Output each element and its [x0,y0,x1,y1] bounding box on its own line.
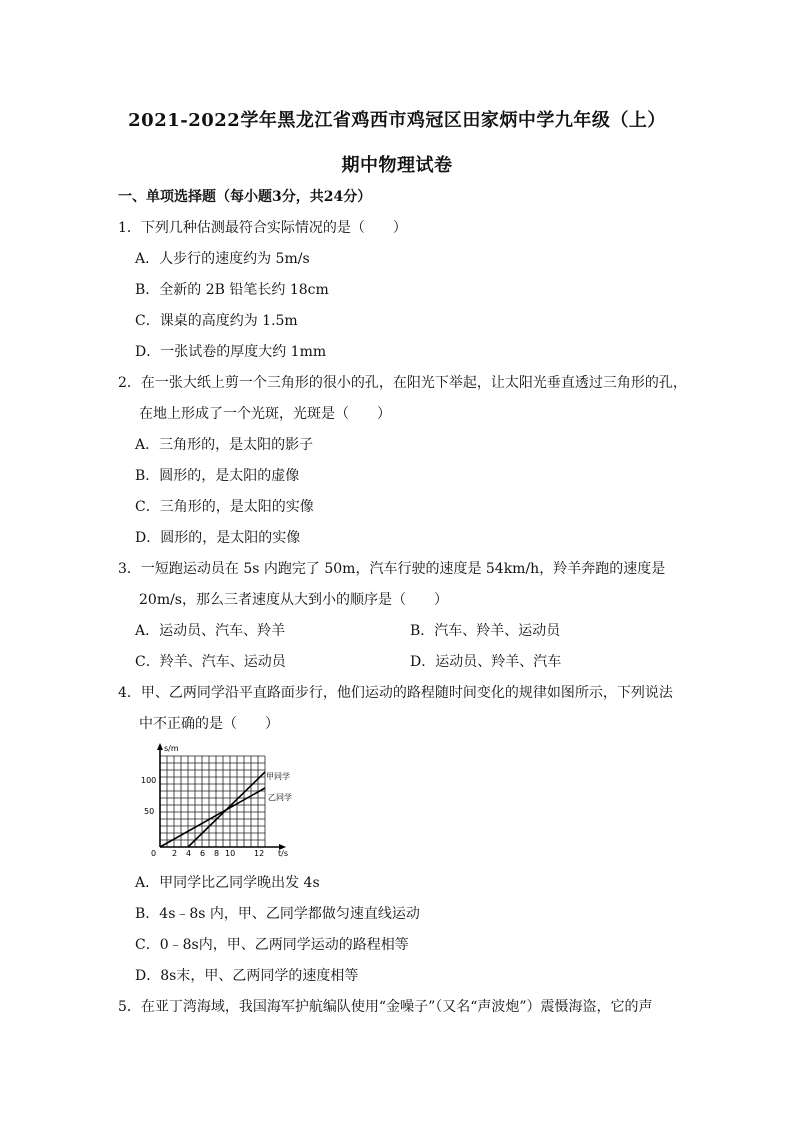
question-4-stem-line2: 中不正确的是（ ） [139,716,279,732]
question-4-option-b: B．4s﹣8s 内，甲、乙同学都做匀速直线运动 [135,906,420,922]
question-3-stem-line1: 3．一短跑运动员在 5s 内跑完了 50m，汽车行驶的速度是 54km/h，羚羊奔跑的速度是 [118,561,666,577]
question-1-option-d: D．一张试卷的厚度大约 1mm [135,344,327,360]
question-2-option-c: C．三角形的，是太阳的实像 [135,499,314,515]
question-2-stem-line2: 在地上形成了一个光斑，光斑是（ ） [139,406,391,422]
question-1-option-c: C．课桌的高度约为 1.5m [135,313,298,329]
question-2-stem-line1: 2．在一张大纸上剪一个三角形的很小的孔，在阳光下举起，让太阳光垂直透过三角形的孔， [118,375,687,391]
graph-y-tick-50: 50 [144,807,155,816]
graph-x-tick-4: 4 [186,849,192,858]
question-4-option-c: C．0﹣8s内，甲、乙两同学运动的路程相等 [135,937,409,953]
question-1-option-a: A．人步行的速度约为 5m/s [135,251,310,267]
question-3-option-c: C．羚羊、汽车、运动员 [135,654,286,670]
question-1-stem: 1．下列几种估测最符合实际情况的是（ ） [118,220,407,236]
question-3-option-d: D．运动员、羚羊、汽车 [410,654,562,670]
question-5-stem-line1: 5．在亚丁湾海域，我国海军护航编队使用“金噪子”（又名“声波炮”）震慑海盗，它的声 [118,999,653,1015]
question-1-option-b: B．全新的 2B 铅笔长约 18cm [135,282,329,298]
question-4-stem-line1: 4．甲、乙两同学沿平直路面步行，他们运动的路程随时间变化的规律如图所示，下列说法 [118,685,673,701]
line-yi [160,788,265,847]
graph-x-tick-0: 0 [151,849,157,858]
graph-x-tick-12: 12 [254,849,265,858]
graph-grid [160,756,265,847]
question-3-option-a: A．运动员、汽车、羚羊 [135,623,286,639]
question-3-option-b: B．汽车、羚羊、运动员 [410,623,561,639]
graph-x-tick-6: 6 [200,849,206,858]
question-4-option-a: A．甲同学比乙同学晚出发 4s [135,875,320,891]
graph-y-tick-100: 100 [141,776,157,785]
graph-y-arrow [157,743,163,750]
question-3-stem-line2: 20m/s，那么三者速度从大到小的顺序是（ ） [139,592,448,608]
graph-y-label: s/m [164,744,179,753]
question-2-option-b: B．圆形的，是太阳的虚像 [135,468,300,484]
graph-line-label-yi: 乙同学 [268,793,292,802]
question-2-option-a: A．三角形的，是太阳的影子 [135,437,314,453]
distance-time-graph [139,743,301,859]
graph-x-tick-2: 2 [172,849,178,858]
question-2-option-d: D．圆形的，是太阳的实像 [135,530,301,546]
question-4-option-d: D．8s末，甲、乙两同学的速度相等 [135,968,359,984]
section-heading: 一、单项选择题（每小题3分，共24分） [118,189,372,205]
graph-x-tick-8: 8 [214,849,220,858]
graph-line-label-jia: 甲同学 [266,772,290,781]
graph-x-tick-10: 10 [225,849,236,858]
graph-x-label: t/s [278,849,288,858]
exam-title-line2: 期中物理试卷 [341,155,453,176]
exam-title-line1: 2021-2022学年黑龙江省鸡西市鸡冠区田家炳中学九年级（上） [128,110,666,131]
